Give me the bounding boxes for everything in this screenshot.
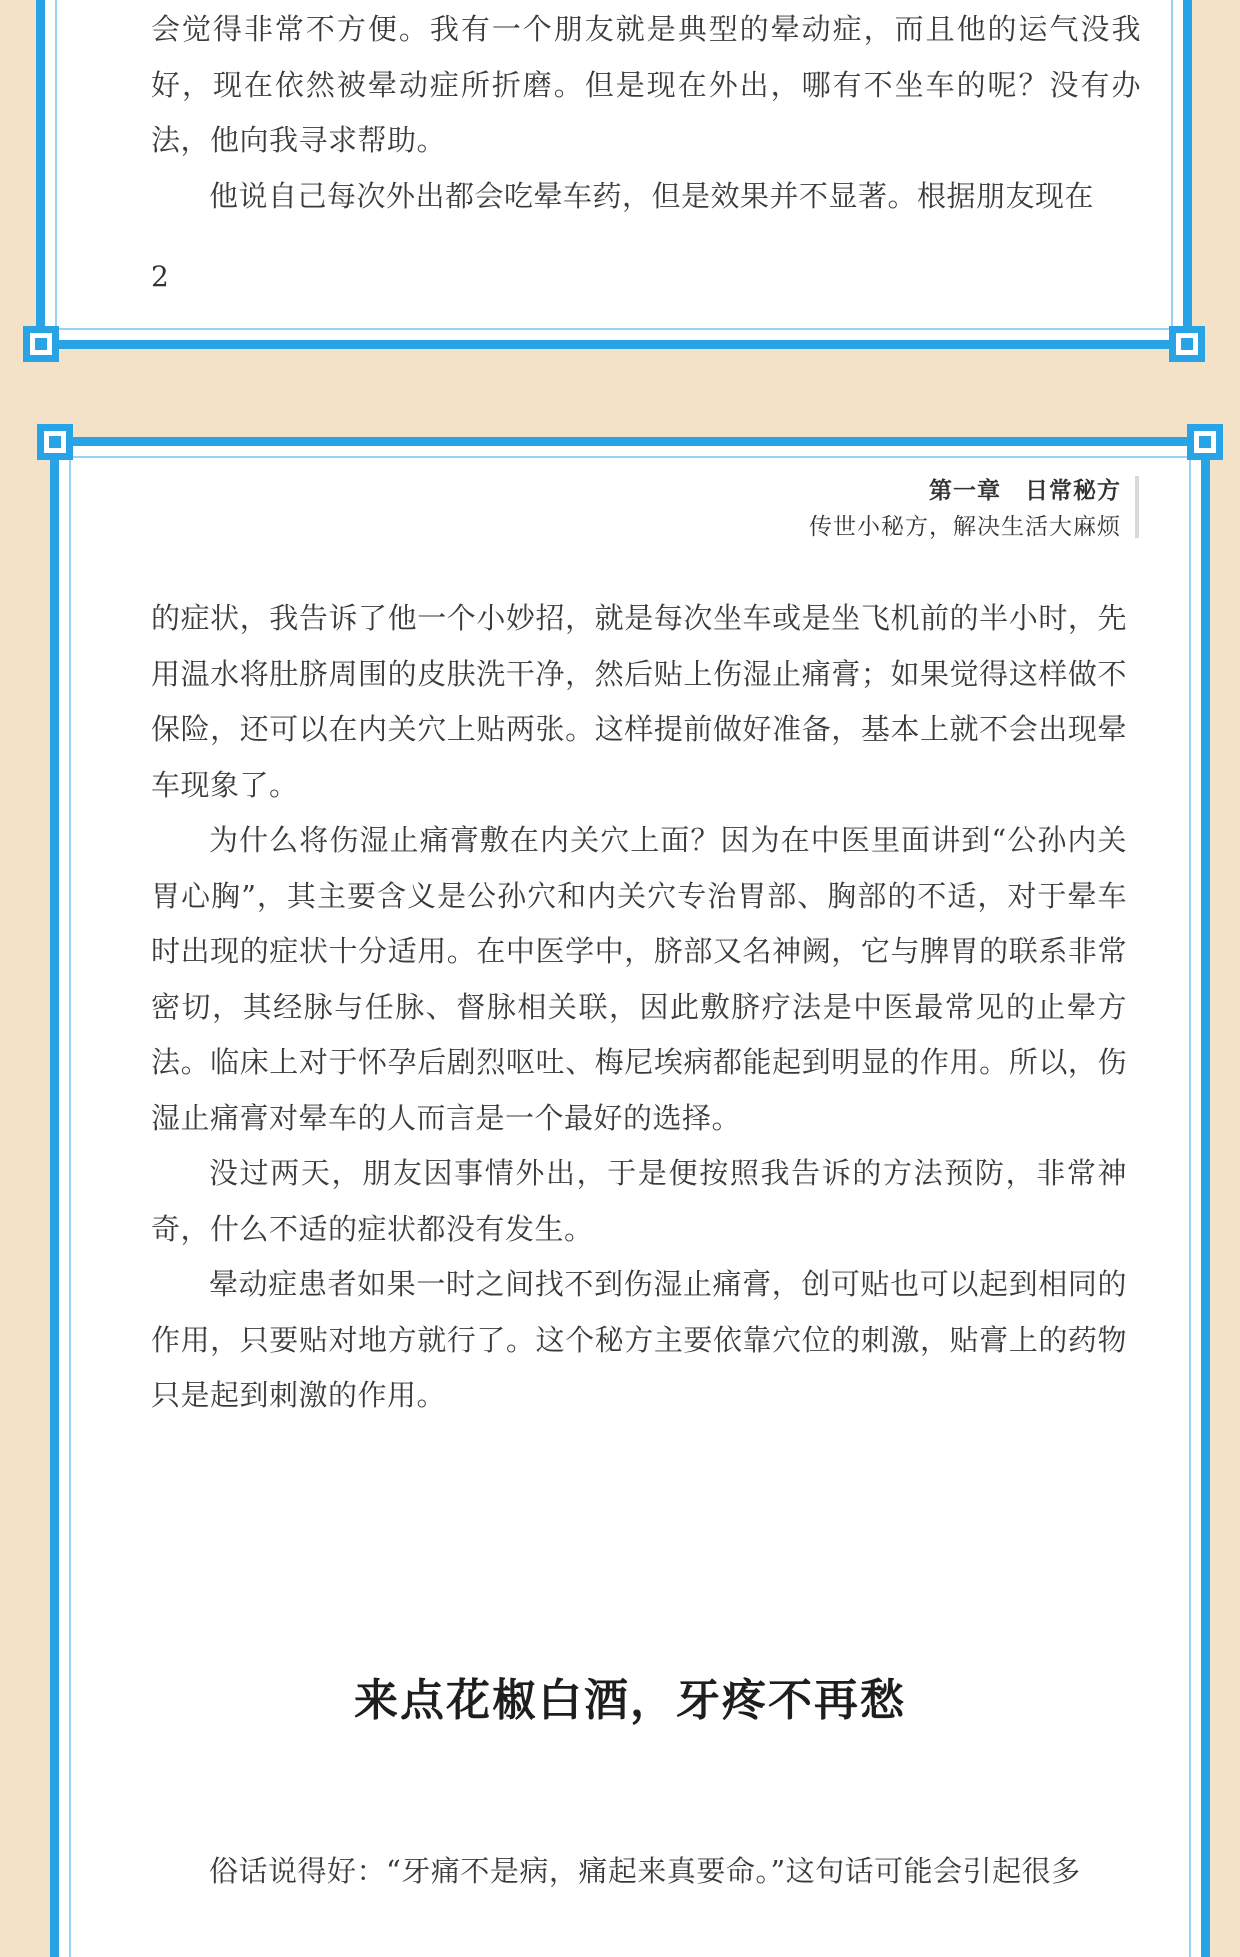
corner-ornament: [23, 326, 59, 362]
header-divider: [1135, 476, 1139, 538]
paragraph: 为什么将伤湿止痛膏敷在内关穴上面？因为在中医里面讲到“公孙内关胃心胸”，其主要含义是公孙穴和内关穴专治胃部、胸部的不适，对于晕车时出现的症状十分适用。在中医学中，脐部又名神阙，它与脾胃的联系非常密切，其经脉与任脉、督脉相关联，因此敷脐疗法是中医最常见的止晕方法。临床上对于怀孕后剧烈呕吐、梅尼埃病都能起到明显的作用。所以，伤湿止痛膏对晕车的人而言是一个最好的选择。: [151, 823, 1127, 1135]
paragraph: 会觉得非常不方便。我有一个朋友就是典型的晕动症，而且他的运气没我好，现在依然被晕动症所折磨。但是现在外出，哪有不坐车的呢？没有办法，他向我寻求帮助。: [151, 12, 1141, 157]
chapter-title: 第一章 日常秘方: [929, 478, 1121, 504]
previous-page-text: [151, 2, 1141, 224]
running-header: [809, 474, 1121, 546]
section-title: 来点花椒白酒，牙疼不再愁: [354, 1675, 906, 1726]
section-body-text: [151, 1844, 1127, 1900]
corner-ornament: [1187, 424, 1223, 460]
chapter-subtitle: 传世小秘方，解决生活大麻烦: [809, 514, 1121, 540]
paragraph: 晕动症患者如果一时之间找不到伤湿止痛膏，创可贴也可以起到相同的作用，只要贴对地方就行了。这个秘方主要依靠穴位的刺激，贴膏上的药物只是起到刺激的作用。: [151, 1267, 1127, 1412]
paragraph: 没过两天，朋友因事情外出，于是便按照我告诉的方法预防，非常神奇，什么不适的症状都没有发生。: [151, 1156, 1127, 1246]
previous-page: [36, 0, 1192, 349]
corner-ornament: [1169, 326, 1205, 362]
paragraph: 俗话说得好：“牙痛不是病，痛起来真要命。”这句话可能会引起很多: [209, 1854, 1081, 1888]
corner-ornament: [37, 424, 73, 460]
paragraph: 他说自己每次外出都会吃晕车药，但是效果并不显著。根据朋友现在: [209, 178, 1095, 213]
page-number: 2: [151, 260, 169, 293]
body-text: [151, 591, 1127, 1424]
current-page: [50, 437, 1210, 1957]
paragraph: 的症状，我告诉了他一个小妙招，就是每次坐车或是坐飞机前的半小时，先用温水将肚脐周围的皮肤洗干净，然后贴上伤湿止痛膏；如果觉得这样做不保险，还可以在内关穴上贴两张。这样提前做好准备，基本上就不会出现晕车现象了。: [151, 601, 1127, 802]
